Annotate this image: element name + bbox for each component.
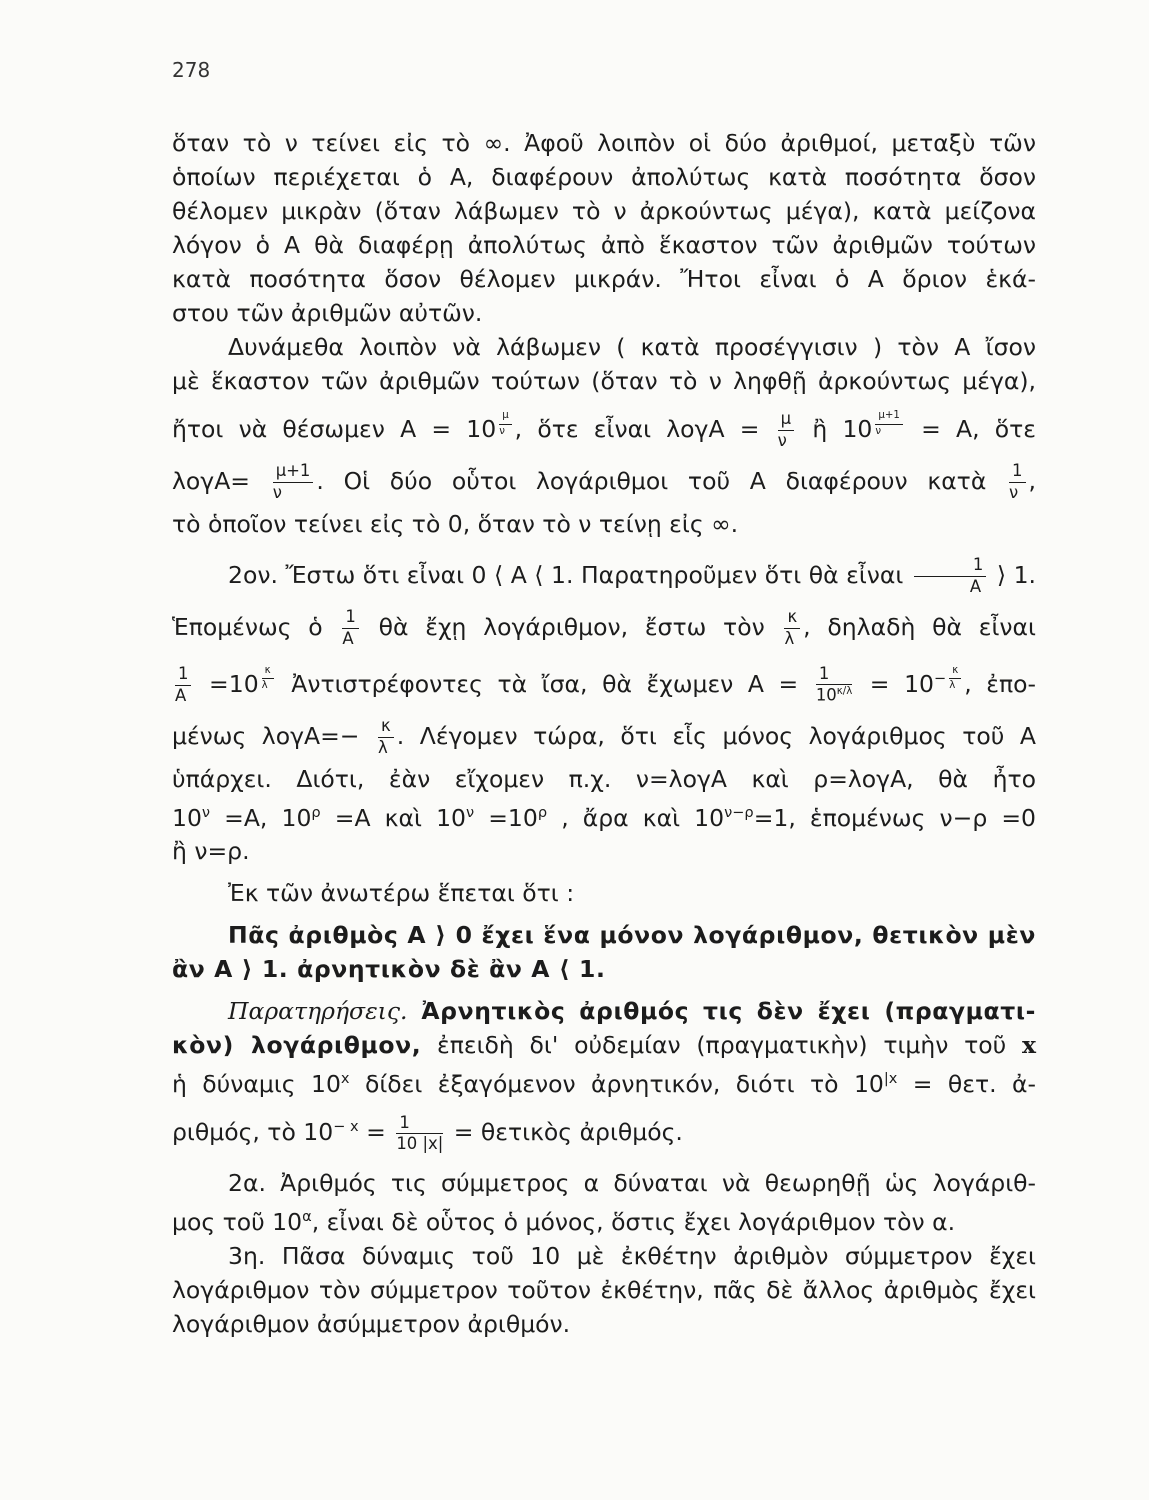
fraction-mu-plus-1-over-nu: μ+1 ν	[875, 411, 903, 436]
line-1: ὅταν τὸ ν τείνει εἰς τὸ ∞. Ἀφοῦ λοιπὸν οἱ δύο ἀριθμοί, μεταξὺ τῶν	[172, 129, 1036, 157]
line-5: κατὰ ποσότητα ὅσον θέλομεν μικράν. Ἤτοι εἶναι ὁ Α ὅριον ἑκά-	[172, 265, 1036, 293]
line-9: ἤτοι νὰ θέσωμεν Α = 10 $^{\frac{\mu}{\nu}}$ , ὅτε εἶναι λογΑ = $\frac{\mu}{\nu}$ ἢ 10 $^{\frac{\mu+1}{\nu}}$ = Α, ὅτε	[172, 409, 1036, 450]
line-30: λογάριθμον ἀσύμμετρον ἀριθμόν.	[172, 1309, 571, 1338]
fraction-1-over-nu: $\frac{1}{\nu}$	[1009, 463, 1025, 501]
line-4: λόγον ὁ Α θὰ διαφέρῃ ἀπολύτως ἀπὸ ἕκαστον τῶν ἀριθμῶν τούτων	[172, 231, 1036, 259]
fraction-k-over-l: $\frac{\kappa}{\lambda}$	[784, 609, 800, 647]
fraction-1-over-A-2: $\frac{1}{A}$	[342, 609, 358, 647]
page-number: 278	[172, 58, 211, 82]
line-26: 2α. Ἀριθμός τις σύμμετρος α δύναται νὰ θεωρηθῇ ὡς λογάριθ-	[228, 1169, 1036, 1198]
line-29: λογάριθμον τὸν σύμμετρον τοῦτον ἐκθέτην, πᾶς δὲ ἄλλος ἀριθμὸς ἔχει	[172, 1275, 1036, 1304]
line-22: Παρατηρήσεις. Ἀρνητικὸς ἀριθμός τις δὲν ἔχει (πραγματι-	[228, 997, 1036, 1026]
line-27: μος τοῦ $10^\alpha$, εἶναι δὲ οὗτος ὁ μόνος, ὅστις ἔχει λογάριθμον τὸν α.	[172, 1207, 956, 1236]
remarks-heading: Παρατηρήσεις.	[228, 997, 408, 1026]
fraction-k-over-l-exp-2: $\frac{\kappa}{\lambda}$	[949, 666, 961, 691]
line-28: 3η. Πᾶσα δύναμις τοῦ 10 μὲ ἐκθέτην ἀριθμὸν σύμμετρον ἔχει	[228, 1241, 1036, 1270]
line-2: ὁποίων περιέχεται ὁ Α, διαφέρουν ἀπολύτως κατὰ ποσότητα ὅσον	[172, 163, 1036, 191]
theorem-line-2: ἂν Α ⟩ 1. ἀρνητικὸν δὲ ἂν Α ⟨ 1.	[172, 955, 606, 984]
fraction-mu-over-nu-2: $\frac{\mu}{\nu}$	[778, 411, 794, 449]
theorem-line-1: Πᾶς ἀριθμὸς Α ⟩ 0 ἔχει ἕνα μόνον λογάριθμον, θετικὸν μὲν	[228, 921, 1036, 950]
fraction-1-over-10-k-l: $\frac{1}{10^{\kappa/\lambda}}$	[815, 663, 853, 705]
line-11: τὸ ὁποῖον τείνει εἰς τὸ 0, ὅταν τὸ ν τείνῃ εἰς ∞.	[172, 509, 739, 538]
line-7: Δυνάμεθα λοιπὸν νὰ λάβωμεν ( κατὰ προσέγγισιν ) τὸν Α ἴσον	[228, 333, 1036, 361]
line-17: $10^\nu =A$, $10^\rho =A$ καὶ $10^\nu =10^\rho$ , ἄρα καὶ $10^{\nu-\rho}=1$, ἑπομένως ν−ρ =0	[172, 803, 1036, 832]
line-25: ριθμός, τὸ $10^{- x}$ = $\frac{1}{10 |x|}$ = θετικὸς ἀριθμός.	[172, 1112, 683, 1154]
fraction-1-over-A-3: $\frac{1}{A}$	[175, 666, 191, 704]
line-13: Ἑπομένως ὁ $\frac{1}{A}$ θὰ ἔχῃ λογάριθμον, ἔστω τὸν $\frac{\kappa}{\lambda}$ , δηλαδὴ θὰ εἶναι	[172, 607, 1036, 648]
line-15: μένως λογΑ=− $\frac{\kappa}{\lambda}$ . Λέγομεν τώρα, ὅτι εἷς μόνος λογάριθμος τοῦ Α	[172, 716, 1036, 757]
line-14: $\frac{1}{A}$ =10 $^{\frac{\kappa}{\lambda}}$ Ἀντιστρέφοντες τὰ ἴσα, θὰ ἔχωμεν Α = $\frac{1}{10^{\kappa/\lambda}}$ = $10^{- \frac{\kappa}{\lambda}}$ , ἐπο-	[175, 663, 1036, 705]
line-24: ἡ δύναμις 10$^x$ δίδει ἐξαγόμενον ἀρνητικόν, διότι τὸ $10^{|x} = \theta\varepsilon\tau$. ἀ-	[172, 1070, 1036, 1099]
page-body	[172, 126, 1036, 1341]
line-8: μὲ ἕκαστον τῶν ἀριθμῶν τούτων (ὅταν τὸ ν ληφθῇ ἀρκούντως μέγα),	[172, 367, 1036, 395]
line-3: θέλομεν μικρὰν (ὅταν λάβωμεν τὸ ν ἀρκούντως μέγα), κατὰ μείζονα	[172, 197, 1036, 225]
line-6: στου τῶν ἀριθμῶν αὐτῶν.	[172, 299, 483, 327]
line-16: ὑπάρχει. Διότι, ἐὰν εἴχομεν π.χ. ν=λογΑ καὶ ρ=λογΑ, θὰ ἦτο	[172, 764, 1036, 793]
line-10: λογΑ= $\frac{\mu+1}{\nu}$ . Οἱ δύο οὗτοι λογάριθμοι τοῦ Α διαφέρουν κατὰ $\frac{1}{\nu}$ ,	[172, 461, 1036, 502]
fraction-k-over-l-2: $\frac{\kappa}{\lambda}$	[378, 718, 394, 756]
line-12: 2ον. Ἔστω ὅτι εἶναι 0 ⟨ Α ⟨ 1. Παρατηροῦμεν ὅτι θὰ εἶναι $\frac{1}{A}$ ⟩ 1.	[228, 555, 1036, 596]
fraction-k-over-l-exp: κ λ	[262, 666, 274, 691]
fraction-1-over-10-abs-x: $\frac{1}{10 |x|}$	[396, 1112, 444, 1154]
fraction-mu-plus-1-over-nu-2: $\frac{\mu+1}{\nu}$	[273, 463, 314, 501]
fraction-mu-over-nu: μ ν	[499, 411, 511, 436]
line-23: κὸν) λογάριθμον, ἐπειδὴ δι' οὐδεμίαν (πραγματικὴν) τιμὴν τοῦ x	[172, 1031, 1036, 1060]
line-18: ἢ ν=ρ.	[172, 837, 250, 866]
fraction-1-over-A: $\frac{1}{A}$	[914, 557, 986, 595]
line-19: Ἐκ τῶν ἀνωτέρω ἕπεται ὅτι :	[228, 879, 575, 908]
